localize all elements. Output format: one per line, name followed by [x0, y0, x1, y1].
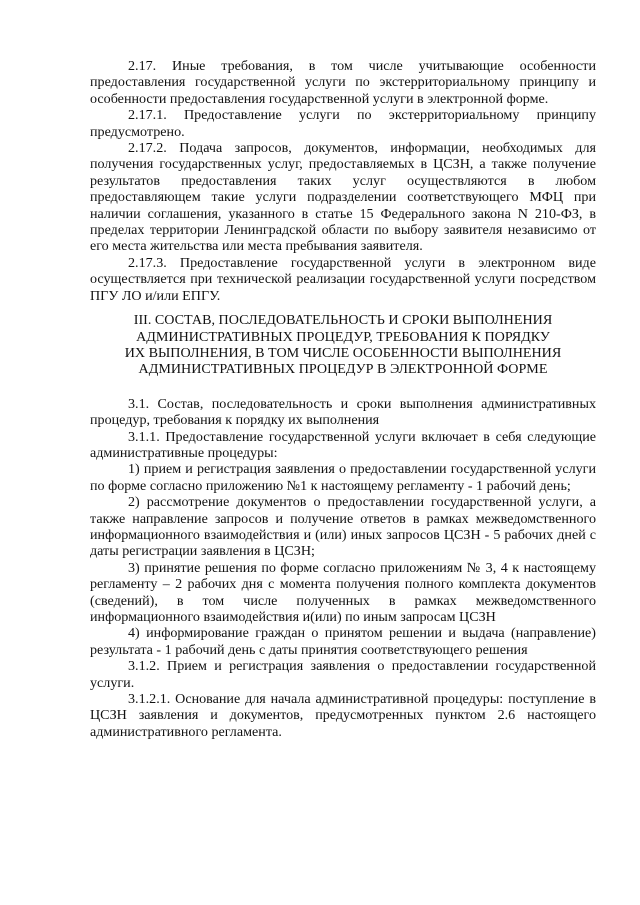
paragraph-3-1-1: 3.1.1. Предоставление государственной услуги включает в себя следующие административные процедуры: — [90, 428, 596, 461]
paragraph-3-1-2: 3.1.2. Прием и регистрация заявления о предоставлении государственной услуги. — [90, 658, 596, 691]
paragraph-3-1: 3.1. Состав, последовательность и сроки выполнения административных процедур, требования к порядку их выполнения — [90, 395, 596, 429]
list-item-1: 1) прием и регистрация заявления о предоставлении государственной услуги по форме согласно приложению №1 к настоящему регламенту - 1 рабочий день; — [90, 461, 596, 494]
spacer — [90, 304, 596, 312]
paragraph-2-17-3: 2.17.3. Предоставление государственной услуги в электронном виде осуществляется при технической реализации государственной услуги посредством ПГУ ЛО и/или ЕПГУ. — [90, 254, 596, 304]
paragraph-2-17-2: 2.17.2. Подача запросов, документов, информации, необходимых для получения государственных услуг, предоставляемых в ЦСЗН, а также получение результатов предоставления таких услуг осуществляются в любом предоставляющем такие услуги подразделении соответствующего МФЦ при наличии соглашения, указанного в статье 15 Федерального закона N 210-ФЗ, в пределах территории Ленинградской области по выбору заявителя независимо от его места жительства или места пребывания заявителя. — [90, 140, 596, 255]
section-heading-line: АДМИНИСТРАТИВНЫХ ПРОЦЕДУР, ТРЕБОВАНИЯ К ПОРЯДКУ — [136, 328, 550, 345]
section-heading-line: III. СОСТАВ, ПОСЛЕДОВАТЕЛЬНОСТЬ И СРОКИ ВЫПОЛНЕНИЯ — [133, 312, 553, 329]
paragraph-2-17: 2.17. Иные требования, в том числе учитывающие особенности предоставления государственной услуги по экстерриториальному принципу и особенности предоставления государственной услуги в электронной форме. — [90, 58, 596, 107]
section-heading-line: ИХ ВЫПОЛНЕНИЯ, В ТОМ ЧИСЛЕ ОСОБЕННОСТИ ВЫПОЛНЕНИЯ — [124, 344, 562, 361]
paragraph-3-1-2-1: 3.1.2.1. Основание для начала административной процедуры: поступление в ЦСЗН заявления и документов, предусмотренных пунктом 2.6 настоящего административного регламента. — [90, 691, 596, 740]
list-item-2: 2) рассмотрение документов о предоставлении государственной услуги, а также направление запросов и получение ответов в рамках межведомственного информационного взаимодействия и (или) иных запросов ЦСЗН - 5 рабочих дней с даты регистрации заявления в ЦСЗН; — [90, 494, 596, 560]
section-heading-line: АДМИНИСТРАТИВНЫХ ПРОЦЕДУР В ЭЛЕКТРОННОЙ ФОРМЕ — [138, 361, 548, 378]
list-item-3: 3) принятие решения по форме согласно приложениям № 3, 4 к настоящему регламенту – 2 рабочих дня с момента получения полного комплекта документов (сведений), в том числе полученных в рамках межведомственного информационного взаимодействия и(или) по иным запросам ЦСЗН — [90, 559, 596, 625]
list-item-4: 4) информирование граждан о принятом решении и выдача (направление) результата - 1 рабочий день с даты принятия соответствующего решения — [90, 625, 596, 658]
spacer — [90, 378, 596, 396]
section-heading — [90, 312, 596, 378]
paragraph-2-17-1: 2.17.1. Предоставление услуги по экстерриториальному принципу предусмотрено. — [90, 107, 596, 140]
document-body — [90, 58, 596, 740]
